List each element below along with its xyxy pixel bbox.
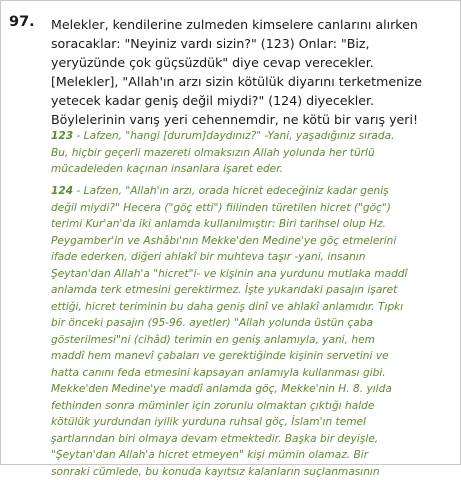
verse-line: yeryüzünde çok güçsüzdük" diye cevap verecekler. [51,53,457,72]
footnote-line: Peygamber'in ve Ashâbı'nın Mekke'den Medine'ye göç etmelerini [51,233,457,250]
footnote-line: fethinden sonra müminler için zorunlu olmaktan çıktığı halde [51,398,457,415]
footnote-line: - Lafzen, "hangi [durum]daydınız?" -Yani, yaşadığınız sırada. [73,130,394,142]
footnote-123 [51,128,457,178]
footnote-line: ettiği, hicret teriminin bu daha geniş dinî ve ahlakî anlamıdır. Tıpkı [51,299,457,316]
footnote-line: gösterilmesi"ni (cihâd) terimin en geniş anlamıyla, yani, hem [51,332,457,349]
verse-line: Melekler, kendilerine zulmeden kimselere canlarını alırken [51,15,457,34]
verse-text [51,15,457,129]
footnote-line: terimi Kur'an'da iki anlamda kullanılmıştır: Biri tarihsel olup Hz. [51,216,457,233]
verse-line: Böylelerinin varış yeri cehennemdir, ne kötü bir varış yeri! [51,110,457,129]
footnote-line: bir önceki pasajın (95-96. ayetler) "Allah yolunda üstün çaba [51,315,457,332]
footnote-first-line [51,128,457,145]
verse-line: [Melekler], "Allah'ın arzı sizin kötülük diyarını terketmenize [51,72,457,91]
footnote-line: Mekke'den Medine'ye maddî anlamda göç, Mekke'nin H. 8. yılda [51,381,457,398]
footnote-line: ifade ederken, diğeri ahlakî bir muhteva taşır -yani, insanın [51,249,457,266]
footnote-line: "Şeytan'dan Allah'a hicret etmeyen" kişi mümin olamaz. Bir [51,447,457,464]
footnote-first-line [51,183,457,200]
footnote-line: maddî hem manevî çabaları ve gerektiğinde kişinin servetini ve [51,348,457,365]
footnote-line: sonraki cümlede, bu konuda kayıtsız kalanların suçlanmasının [51,464,457,480]
verse-line: soracaklar: "Neyiniz vardı sizin?" (123) Onlar: "Biz, [51,34,457,53]
footnote-ref: 123 [51,130,73,142]
footnote-line: anlamda terk etmesini gerektirmez. İşte yukarıdaki pasajın işaret [51,282,457,299]
footnote-line: değil miydi?" Hecera ("göç etti") fiilinden türetilen hicret ("göç") [51,200,457,217]
verse-line: yetecek kadar geniş değil miydi?" (124) diyecekler. [51,91,457,110]
footnote-ref: 124 [51,185,73,197]
footnote-line: şartlarından biri olmaya devam etmektedir. Başka bir deyişle, [51,431,457,448]
footnote-line: kötülük yurdundan iyilik yurduna ruhsal göç, İslam'ın temel [51,414,457,431]
footnote-124 [51,183,457,480]
footnote-line: Şeytan'dan Allah'a "hicret"i- ve kişinin ana yurdunu mutlaka maddî [51,266,457,283]
footnote-line: Bu, hiçbir geçerli mazereti olmaksızın Allah yolunda her türlü [51,145,457,162]
footnote-line: - Lafzen, "Allah'ın arzı, orada hicret edeceğiniz kadar geniş [73,185,389,197]
footnote-line: hatta canını feda etmesini kapsayan anlamıyla kullanması gibi. [51,365,457,382]
footnote-line: mücadeleden kaçınan insanlara işaret eder. [51,161,457,178]
verse-number: 97. [9,14,35,30]
